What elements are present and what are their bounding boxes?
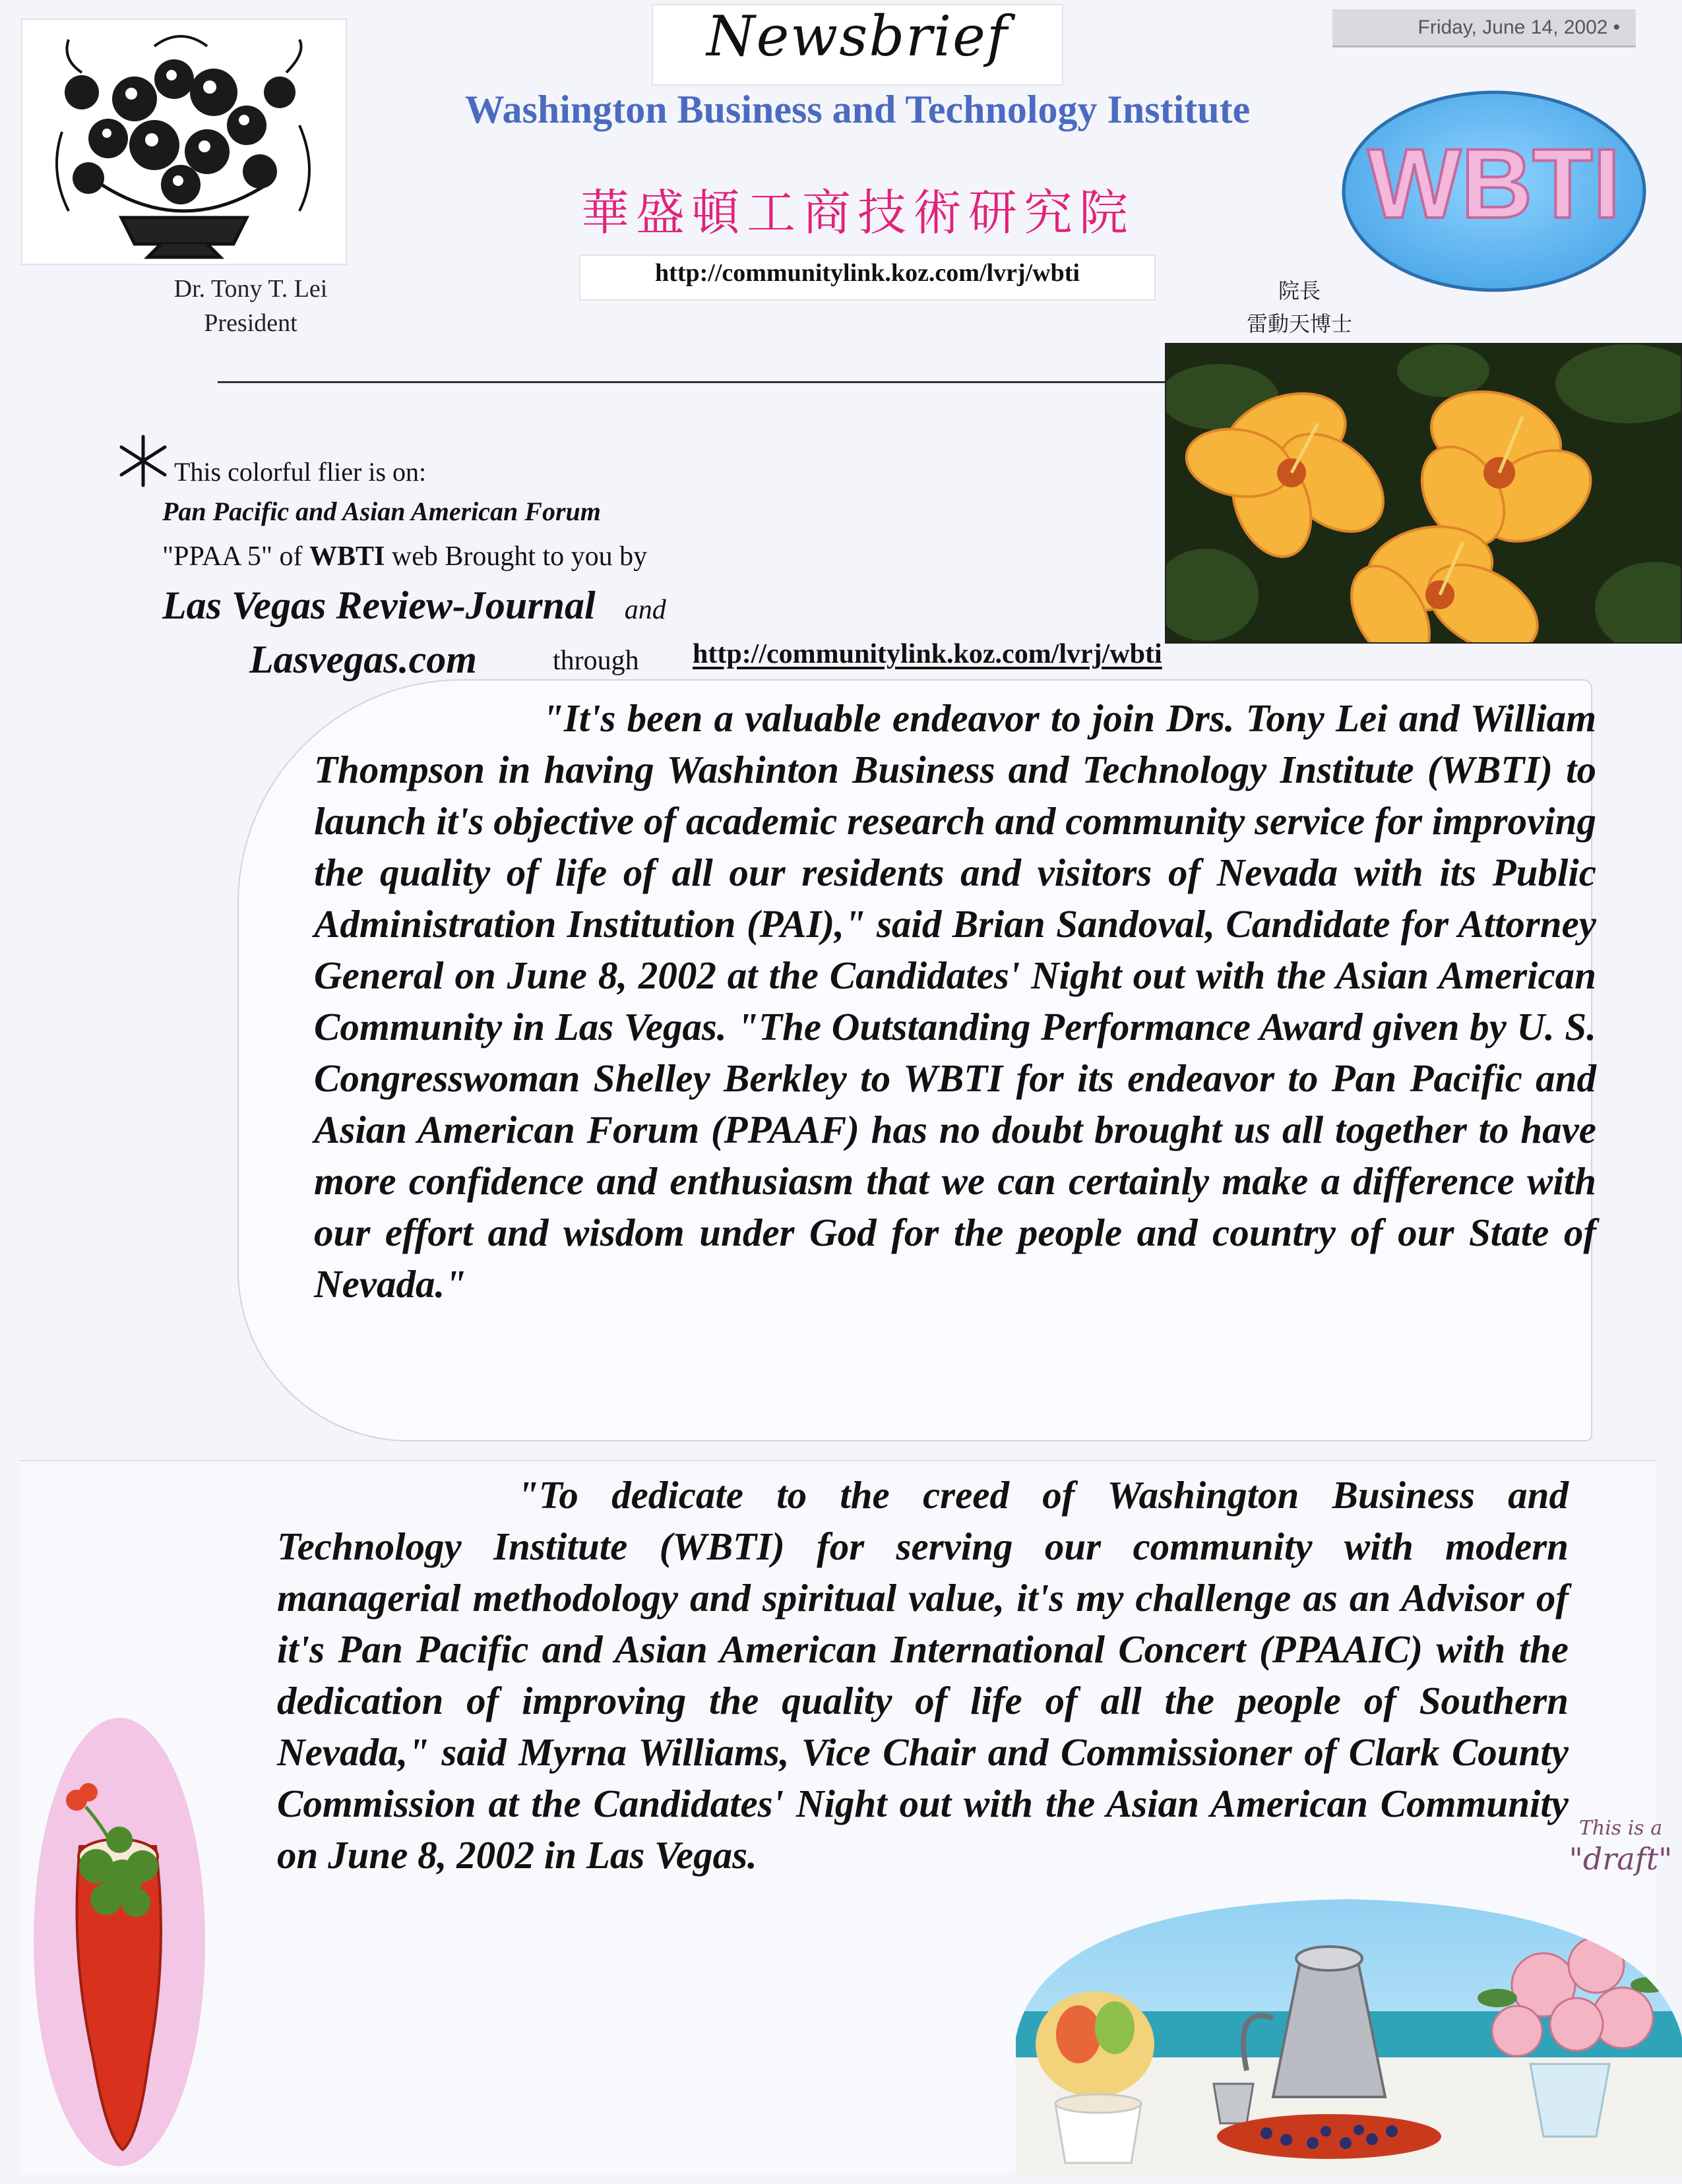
handwritten-draft-note bbox=[1558, 1813, 1682, 1877]
wbti-logo bbox=[1339, 86, 1649, 297]
intro-line-3c: web Brought to you by bbox=[391, 541, 648, 572]
newsletter-title: Newsbrief bbox=[706, 4, 1009, 69]
logo-text: WBTI bbox=[1367, 128, 1621, 239]
president-title: President bbox=[204, 309, 297, 337]
fruit-basket-engraving bbox=[22, 20, 346, 264]
date-text: Friday, June 14, 2002 bbox=[1417, 16, 1608, 38]
chinese-title-line2: 雷動天博士 bbox=[1246, 311, 1352, 336]
site-name: Lasvegas.com bbox=[249, 638, 477, 681]
hibiscus-photo bbox=[1165, 343, 1682, 644]
intro-line-3b: WBTI bbox=[309, 541, 385, 572]
intro-line-3a: "PPAA 5" of bbox=[162, 541, 303, 572]
website-link-intro[interactable]: http://communitylink.koz.com/lvrj/wbti bbox=[693, 639, 1162, 669]
tea-set-photo bbox=[1016, 1886, 1682, 2176]
president-caption bbox=[125, 272, 376, 340]
website-link-top[interactable]: http://communitylink.koz.com/lvrj/wbti bbox=[655, 259, 1080, 287]
fruit-basket-icon bbox=[22, 20, 346, 264]
intro-line-2: Pan Pacific and Asian American Forum bbox=[162, 497, 601, 526]
chinese-title-line1: 院長 bbox=[1278, 278, 1321, 303]
bullet-icon: • bbox=[1613, 16, 1620, 38]
institute-name: Washington Business and Technology Institute bbox=[464, 88, 1251, 131]
intro-line-4 bbox=[162, 583, 666, 628]
quote-williams: "To dedicate to the creed of Washington Business and Technology Institute (WBTI) for serving our community with modern managerial methodology and spiritual value, it's my challenge as an Advisor of it's Pan Pacific and Asian American International Concert (PPAAIC) with the dedication of improving the quality of life of all the people of Southern Nevada," said Myrna Williams, Vice Chair and Commissioner of Clark County Commission at the Candidates' Night out with the Asian American Community on June 8, 2002 in Las Vegas. bbox=[277, 1473, 1569, 1877]
president-name: Dr. Tony T. Lei bbox=[173, 275, 328, 303]
intro-line-1: This colorful flier is on: bbox=[174, 457, 427, 487]
draft-note-line1: This is a bbox=[1578, 1817, 1663, 1840]
red-shoe-planter-picture bbox=[30, 1714, 208, 2169]
header-divider bbox=[218, 381, 1168, 383]
intro-through: through bbox=[553, 646, 639, 676]
institute-name-chinese: 華盛頓工商技術研究院 bbox=[580, 185, 1135, 241]
asterisk-icon bbox=[113, 431, 173, 491]
draft-note-line2: "draft" bbox=[1569, 1841, 1673, 1877]
president-chinese-title bbox=[1227, 274, 1372, 340]
quote-sandoval: "It's been a valuable endeavor to join Drs. Tony Lei and William Thompson in having Washinton Business and Technology Institute (WBTI) to launch it's objective of academic research and community service for improving the quality of life of all our residents and visitors of Nevada with its Public Administration Institution (PAI)," said Brian Sandoval, Candidate for Attorney General on June 8, 2002 at the Candidates' Night out with the Asian American Community in Las Vegas. "The Outstanding Performance Award given by U. S. Congresswoman Shelley Berkley to WBTI for its endeavor to Pan Pacific and Asian American Forum (PPAAF) has no doubt brought us all together to have more confidence and enthusiasm that we can certainly make a difference with our effort and wisdom under God for the people and country of our State of Nevada." bbox=[314, 696, 1596, 1306]
newspaper-name: Las Vegas Review-Journal bbox=[162, 584, 596, 627]
intro-and: and bbox=[624, 595, 666, 625]
date-strip bbox=[1332, 9, 1636, 47]
intro-line-3 bbox=[162, 541, 647, 572]
